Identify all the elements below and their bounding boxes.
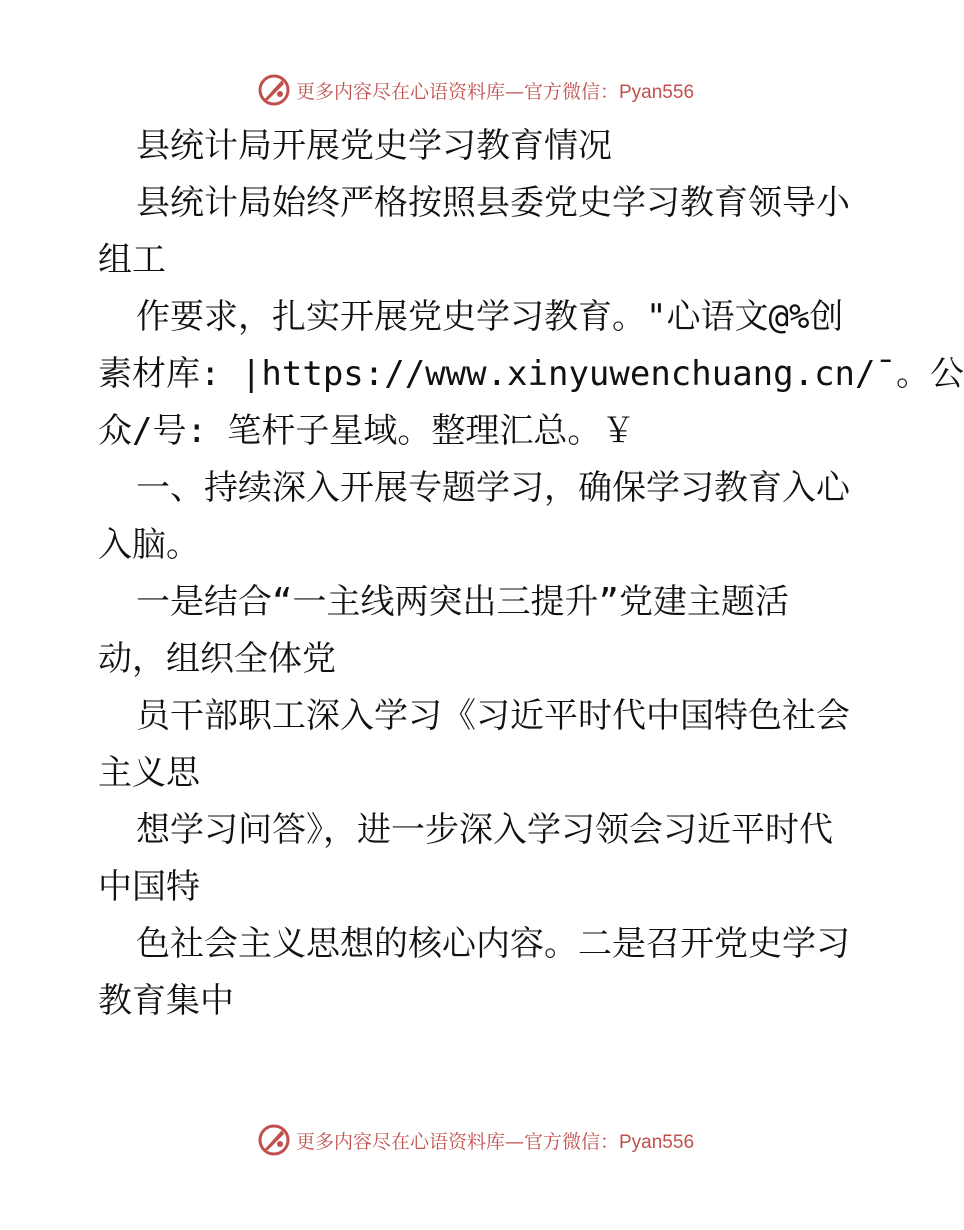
doc-title: 县统计局开展党史学习教育情况 bbox=[136, 126, 612, 166]
doc-line: 入脑。 bbox=[98, 525, 200, 565]
quill-logo-icon bbox=[256, 72, 292, 108]
footer-watermark-banner bbox=[0, 1120, 950, 1160]
doc-line: 县统计局始终严格按照县委党史学习教育领导小 bbox=[136, 183, 850, 223]
doc-line: 一、持续深入开展专题学习，确保学习教育入心 bbox=[136, 468, 850, 508]
banner-text: 更多内容尽在心语资料库— bbox=[295, 80, 524, 103]
header-watermark-banner bbox=[0, 70, 950, 110]
doc-line: 员干部职工深入学习《习近平时代中国特色社会 bbox=[136, 696, 850, 736]
doc-line: 色社会主义思想的核心内容。二是召开党史学习 bbox=[136, 924, 850, 964]
doc-line: 动，组织全体党 bbox=[98, 639, 336, 679]
document-body bbox=[98, 118, 964, 1030]
doc-line: 众/号: 笔杆子星域。整理汇总。￥ bbox=[98, 411, 636, 451]
doc-line: 想学习问答》，进一步深入学习领会习近平时代 bbox=[136, 810, 833, 850]
banner-text: 更多内容尽在心语资料库— bbox=[295, 1130, 524, 1153]
doc-line: 一是结合“一主线两突出三提升”党建主题活 bbox=[136, 582, 789, 622]
doc-line: 主义思 bbox=[98, 753, 200, 793]
banner-wechat: 官方微信：Pyan556 bbox=[524, 1131, 695, 1153]
doc-line: 组工 bbox=[98, 240, 166, 280]
doc-line: 教育集中 bbox=[98, 981, 234, 1021]
doc-line: 中国特 bbox=[98, 867, 200, 907]
doc-line: 作要求，扎实开展党史学习教育。"心语文@%创 bbox=[136, 297, 844, 337]
quill-logo-icon bbox=[256, 1122, 292, 1158]
banner-wechat: 官方微信：Pyan556 bbox=[524, 81, 695, 103]
doc-line: 素材库: |https://www.xinyuwenchuang.cn/¯。公 bbox=[98, 354, 964, 394]
